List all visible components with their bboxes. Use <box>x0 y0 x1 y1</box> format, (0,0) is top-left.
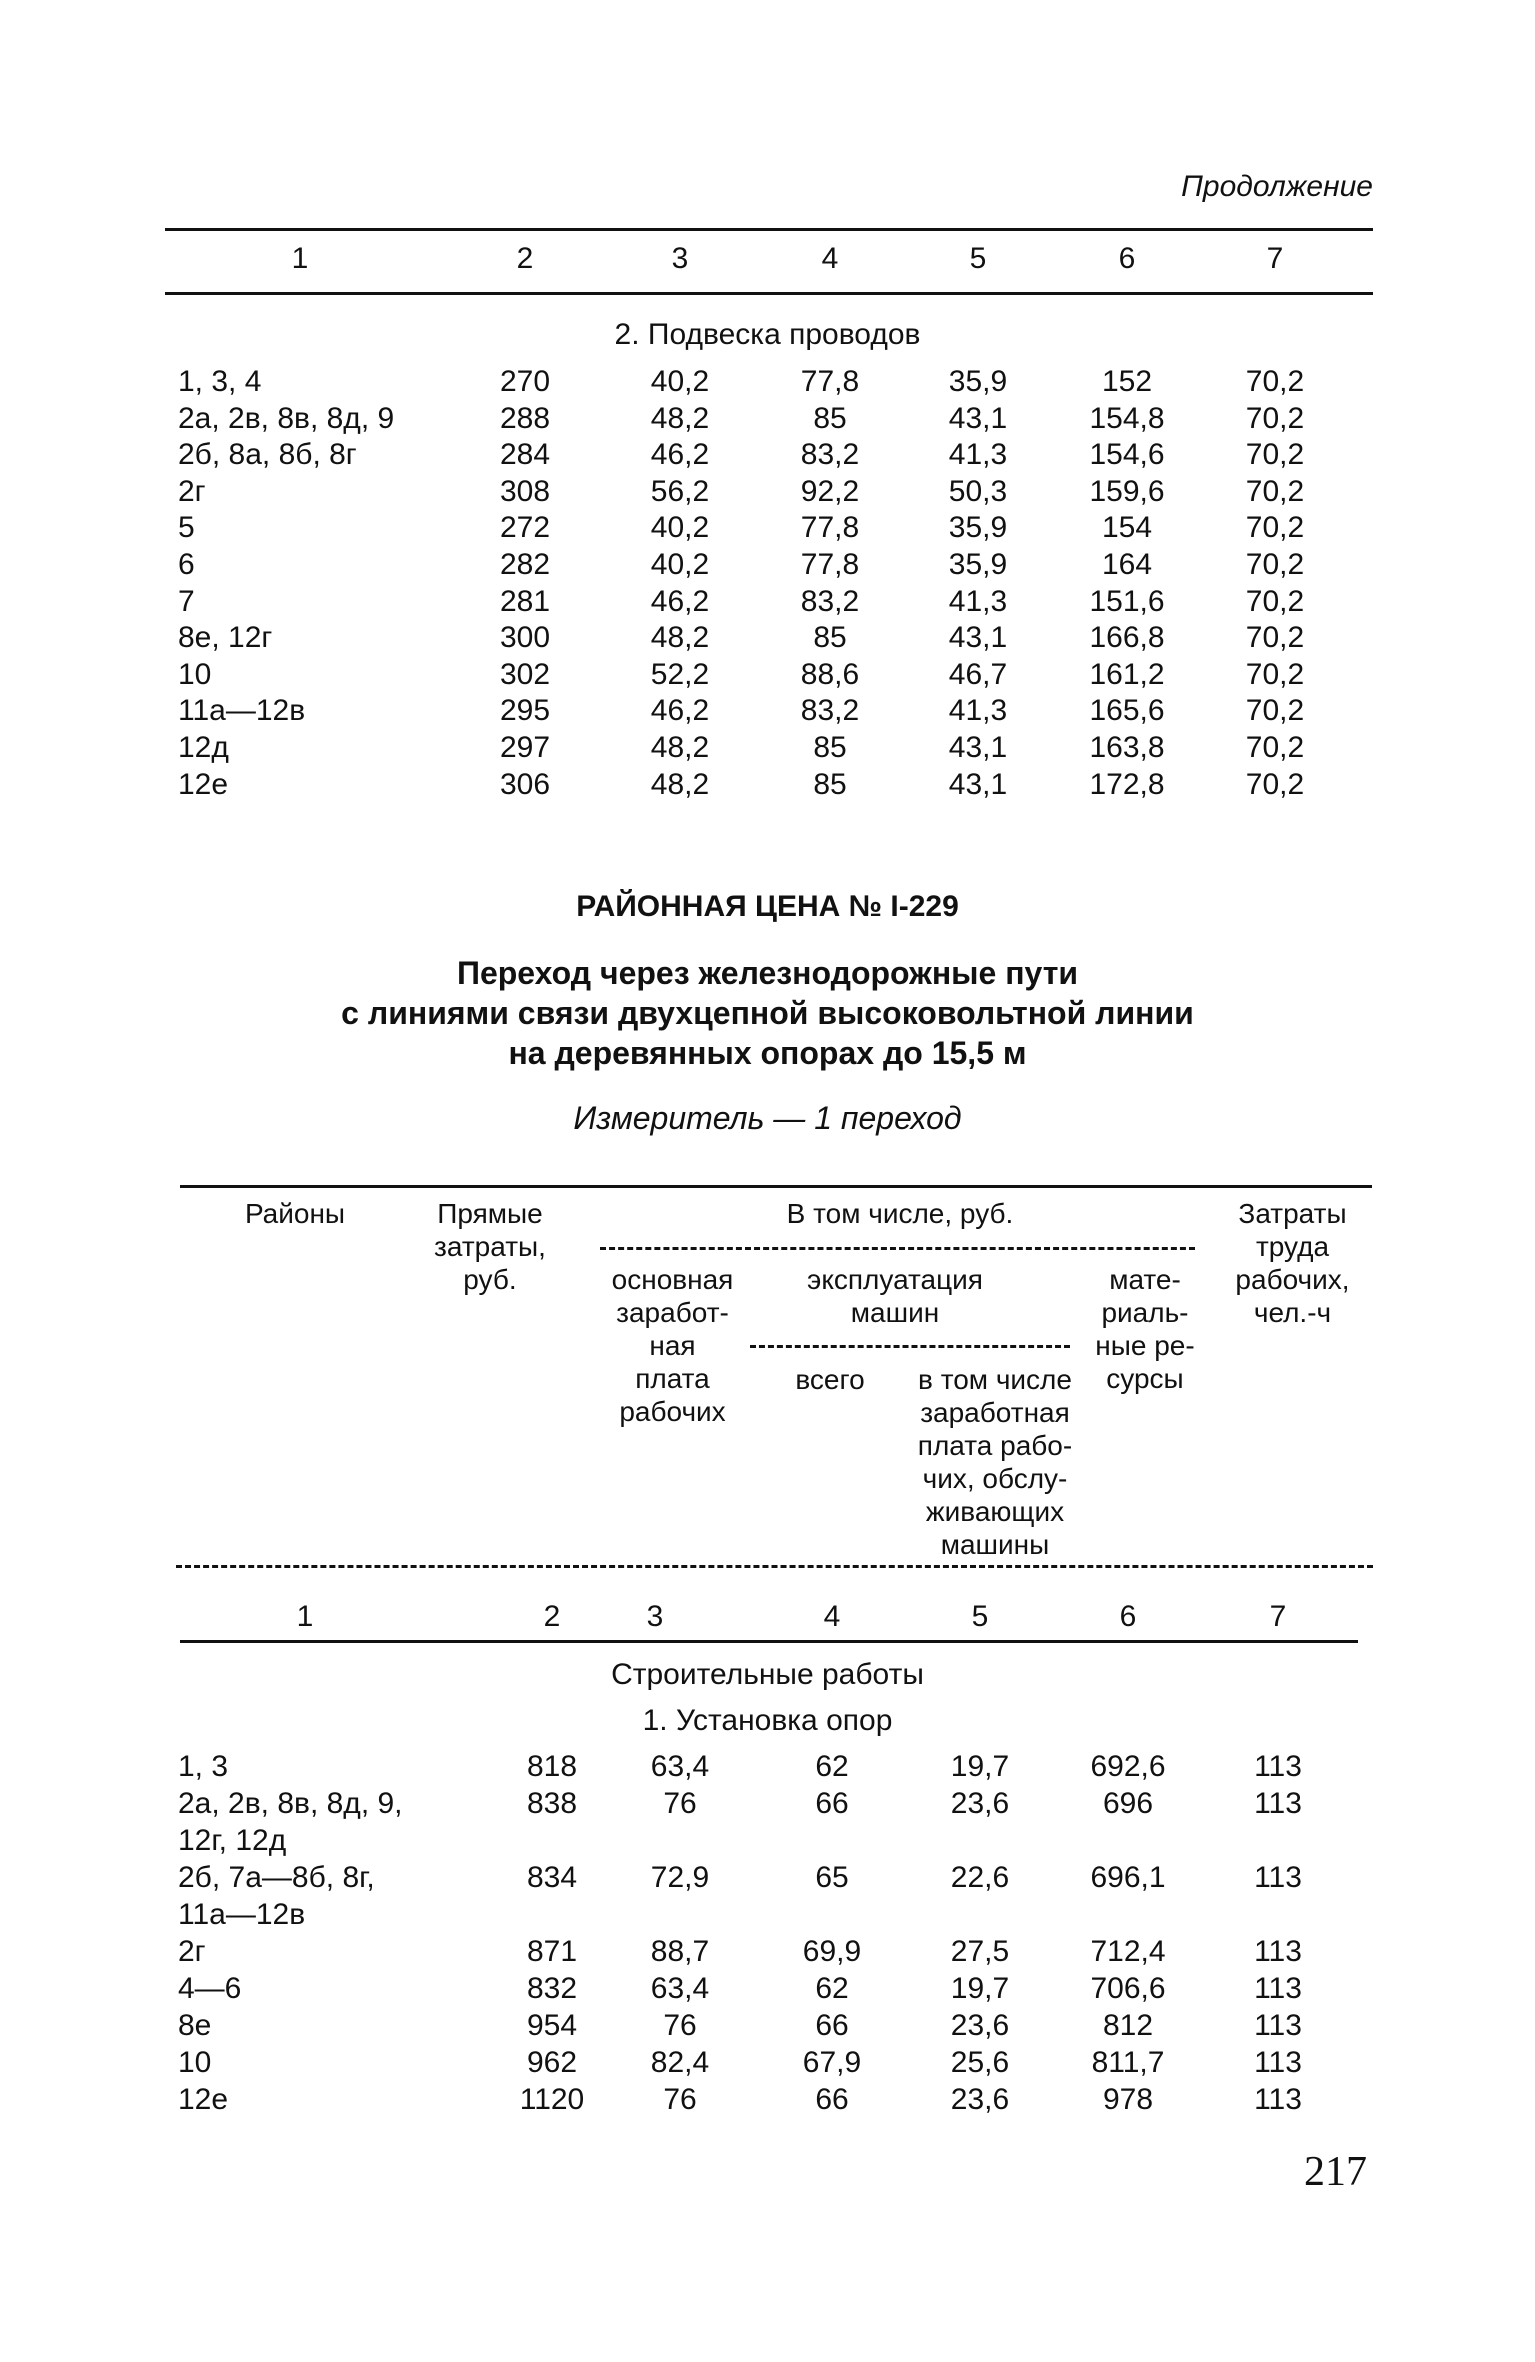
table1-row <box>0 402 1535 438</box>
table2-region: 11а—12в <box>178 1898 306 1931</box>
table1-region: 5 <box>178 511 195 545</box>
table1-cell: 300 <box>499 621 551 655</box>
table1-cell: 46,2 <box>650 694 710 728</box>
table1-cell: 70,2 <box>1245 401 1305 435</box>
table2-col-number: 7 <box>1269 1600 1287 1633</box>
table1-cell: 43,1 <box>948 621 1008 655</box>
table1-cell: 46,2 <box>650 584 710 618</box>
table1-cell: 56,2 <box>650 474 710 508</box>
table2-cell: 834 <box>526 1861 578 1894</box>
table1-row <box>0 621 1535 657</box>
table2-cell: 27,5 <box>950 1935 1010 1968</box>
header-materials-line: ные ре- <box>1095 1330 1195 1361</box>
table2-cell: 76 <box>663 1787 697 1820</box>
table1-cell: 308 <box>499 474 551 508</box>
table2-row <box>0 1861 1535 1935</box>
table1-region: 1, 3, 4 <box>178 365 262 398</box>
table1-row <box>0 365 1535 401</box>
price-heading: РАЙОННАЯ ЦЕНА № І-229 <box>576 890 959 923</box>
table1-cell: 85 <box>813 401 847 435</box>
header-labor-costs <box>1205 1197 1380 1329</box>
header-machine-operation-line: эксплуатация <box>807 1264 983 1295</box>
table1-cell: 154,6 <box>1089 438 1165 472</box>
header-machines-rule <box>750 1345 1070 1348</box>
header-base-wage-line: рабочих <box>619 1396 726 1427</box>
header-labor-costs-line: чел.-ч <box>1253 1297 1332 1328</box>
table2-top-rule <box>180 1185 1372 1188</box>
table1-cell: 282 <box>499 548 551 581</box>
table2-section-sub: 1. Установка опор <box>642 1704 893 1737</box>
table1-region: 11а—12в <box>178 694 306 728</box>
table1-cell: 161,2 <box>1089 657 1165 691</box>
header-labor-costs-line: труда <box>1255 1231 1330 1262</box>
table1-cell: 70,2 <box>1245 694 1305 728</box>
table1-col-number: 1 <box>291 242 309 275</box>
table1-cell: 46,2 <box>650 438 710 472</box>
table2-cell: 978 <box>1102 2083 1154 2116</box>
table1-cell: 306 <box>499 767 551 801</box>
table2-cell: 113 <box>1254 2046 1302 2079</box>
header-labor-costs-line: Затраты <box>1238 1198 1347 1229</box>
table1-top-rule <box>165 228 1373 231</box>
table1-cell: 41,3 <box>948 438 1008 472</box>
table2-cell: 23,6 <box>950 2009 1010 2042</box>
table2-cell: 871 <box>526 1935 578 1968</box>
table1-cell: 284 <box>499 438 551 472</box>
table1-row <box>0 548 1535 584</box>
table2-region: 8е <box>178 2009 212 2042</box>
table1-cell: 48,2 <box>650 401 710 435</box>
table1-col-number: 6 <box>1118 242 1136 275</box>
table2-row <box>0 2009 1535 2046</box>
table1-row <box>0 694 1535 730</box>
table1-cell: 85 <box>813 731 847 764</box>
table1-cell: 46,7 <box>948 657 1008 691</box>
table2-cell: 113 <box>1254 1935 1302 1968</box>
table2-region: 1, 3 <box>178 1750 229 1783</box>
title-line-3: на деревянных опорах до 15,5 м <box>508 1035 1027 1071</box>
table2-cell: 63,4 <box>650 1750 710 1783</box>
table2-cell: 66 <box>815 2009 849 2042</box>
table2-cell: 1120 <box>519 2083 585 2116</box>
table2-col-number: 5 <box>971 1600 989 1633</box>
table1-row <box>0 438 1535 474</box>
table1-cell: 159,6 <box>1089 474 1165 508</box>
table2-cell: 69,9 <box>802 1935 862 1968</box>
page-number: 217 <box>1304 2149 1367 2195</box>
table2-cell: 838 <box>526 1787 578 1820</box>
table1-cell: 77,8 <box>800 548 860 581</box>
table1-col-number: 3 <box>671 242 689 275</box>
table1-cell: 70,2 <box>1245 474 1305 508</box>
header-base-wage <box>585 1263 760 1428</box>
table2-cell: 19,7 <box>950 1750 1010 1783</box>
table1-cell: 92,2 <box>800 474 860 508</box>
table1-cell: 83,2 <box>800 584 860 618</box>
table1-cell: 297 <box>499 731 551 764</box>
table1-region: 2а, 2в, 8в, 8д, 9 <box>178 401 395 435</box>
table1-region: 12е <box>178 767 229 801</box>
table1-cell: 164 <box>1101 548 1153 581</box>
table1-cell: 40,2 <box>650 365 710 398</box>
header-machines-wage-line: заработная <box>920 1397 1070 1428</box>
table2-col-number: 2 <box>543 1600 561 1633</box>
table1-cell: 163,8 <box>1089 731 1165 764</box>
table1-region: 2б, 8а, 8б, 8г <box>178 438 357 472</box>
table2-cell: 72,9 <box>650 1861 710 1894</box>
table1-cell: 151,6 <box>1089 584 1165 618</box>
header-base-wage-line: основная <box>611 1264 734 1295</box>
table2-region: 2б, 7а—8б, 8г, <box>178 1861 375 1894</box>
table2-region: 10 <box>178 2046 212 2079</box>
table2-cell: 62 <box>815 1972 849 2005</box>
table2-cell: 76 <box>663 2083 697 2116</box>
table1-cell: 85 <box>813 621 847 655</box>
table1-row <box>0 475 1535 511</box>
continuation-label: Продолжение <box>1181 170 1373 203</box>
table1-cell: 70,2 <box>1245 365 1305 398</box>
table1-row <box>0 585 1535 621</box>
table1-region: 2г <box>178 474 206 508</box>
table1-cell: 165,6 <box>1089 694 1165 728</box>
table1-col-number: 5 <box>969 242 987 275</box>
table1-cell: 83,2 <box>800 694 860 728</box>
table2-cell: 818 <box>526 1750 578 1783</box>
table1-cell: 288 <box>499 401 551 435</box>
table1-cell: 88,6 <box>800 657 860 691</box>
header-machine-operation-line: машин <box>850 1297 940 1328</box>
table1-cell: 70,2 <box>1245 438 1305 472</box>
table1-cell: 48,2 <box>650 767 710 801</box>
table1-cell: 43,1 <box>948 401 1008 435</box>
table1-cell: 154 <box>1101 511 1153 545</box>
table2-cell: 113 <box>1254 2083 1302 2116</box>
header-including-rule <box>600 1247 1195 1250</box>
table1-cell: 43,1 <box>948 767 1008 801</box>
table2-cell: 23,6 <box>950 1787 1010 1820</box>
table1-section-title: 2. Подвеска проводов <box>614 318 921 351</box>
header-materials-line: сурсы <box>1106 1363 1184 1394</box>
table2-row <box>0 1750 1535 1787</box>
header-direct-costs-line: затраты, <box>434 1231 546 1262</box>
table2-cell: 25,6 <box>950 2046 1010 2079</box>
table2-cell: 23,6 <box>950 2083 1010 2116</box>
header-base-wage-line: заработ- <box>616 1297 729 1328</box>
table2-cell: 67,9 <box>802 2046 862 2079</box>
header-machines-wage <box>895 1363 1095 1561</box>
header-machines-total-line: всего <box>795 1364 865 1395</box>
table1-row <box>0 658 1535 694</box>
table2-cell: 696,1 <box>1090 1861 1166 1894</box>
table1-cell: 272 <box>499 511 551 545</box>
table2-region: 2г <box>178 1935 206 1968</box>
measure-unit: Измеритель — 1 переход <box>573 1100 962 1136</box>
table1-cell: 295 <box>499 694 551 728</box>
table1-cell: 70,2 <box>1245 767 1305 801</box>
table1-cell: 83,2 <box>800 438 860 472</box>
table1-row <box>0 731 1535 767</box>
table1-region: 6 <box>178 548 195 581</box>
table1-col-number: 4 <box>821 242 839 275</box>
table2-cell: 19,7 <box>950 1972 1010 2005</box>
table1-cell: 35,9 <box>948 511 1008 545</box>
table1-region: 7 <box>178 584 195 618</box>
header-regions <box>205 1197 385 1230</box>
header-base-wage-line: плата <box>635 1363 710 1394</box>
header-materials <box>1085 1263 1205 1395</box>
table1-cell: 70,2 <box>1245 548 1305 581</box>
header-machines-wage-line: чих, обслу- <box>922 1463 1068 1494</box>
table1-cell: 50,3 <box>948 474 1008 508</box>
table2-col-number: 1 <box>296 1600 314 1633</box>
header-machines-wage-line: живающих <box>925 1496 1065 1527</box>
table1-cell: 48,2 <box>650 731 710 764</box>
table2-cell: 66 <box>815 1787 849 1820</box>
table1-cell: 70,2 <box>1245 657 1305 691</box>
header-materials-line: мате- <box>1109 1264 1181 1295</box>
table2-region: 12г, 12д <box>178 1824 287 1857</box>
header-machine-operation <box>760 1263 1030 1329</box>
header-direct-costs <box>420 1197 560 1296</box>
table1-cell: 40,2 <box>650 548 710 581</box>
table2-row <box>0 1787 1535 1861</box>
table2-cell: 113 <box>1254 1750 1302 1783</box>
table1-cell: 172,8 <box>1089 767 1165 801</box>
table2-cell: 954 <box>526 2009 578 2042</box>
title-line-2: с линиями связи двухцепной высоковольтной линии <box>341 995 1194 1031</box>
table1-region: 10 <box>178 657 212 691</box>
table2-section-main: Строительные работы <box>611 1658 924 1691</box>
table2-row <box>0 2083 1535 2120</box>
table1-cell: 35,9 <box>948 548 1008 581</box>
table1-header-rule <box>165 292 1373 295</box>
table2-row <box>0 1935 1535 1972</box>
header-direct-costs-line: Прямые <box>437 1198 543 1229</box>
header-including <box>700 1197 1100 1230</box>
table2-cell: 706,6 <box>1090 1972 1166 2005</box>
table2-cell: 65 <box>815 1861 849 1894</box>
table1-region: 8е, 12г <box>178 621 273 655</box>
table1-cell: 70,2 <box>1245 731 1305 764</box>
table1-cell: 43,1 <box>948 731 1008 764</box>
table1-cell: 281 <box>499 584 551 618</box>
table1-cell: 70,2 <box>1245 621 1305 655</box>
table1-cell: 152 <box>1101 365 1153 398</box>
header-direct-costs-line: руб. <box>463 1264 517 1295</box>
table1-cell: 154,8 <box>1089 401 1165 435</box>
table2-col-number: 4 <box>823 1600 841 1633</box>
table1-col-number: 7 <box>1266 242 1284 275</box>
header-machines-wage-line: машины <box>940 1529 1050 1560</box>
table2-region: 2а, 2в, 8в, 8д, 9, <box>178 1787 403 1820</box>
table2-cell: 113 <box>1254 1972 1302 2005</box>
table2-cell: 113 <box>1254 2009 1302 2042</box>
table2-region: 4—6 <box>178 1972 242 2005</box>
header-machines-total <box>760 1363 900 1396</box>
table1-cell: 270 <box>499 365 551 398</box>
table1-cell: 302 <box>499 657 551 691</box>
table1-cell: 70,2 <box>1245 584 1305 618</box>
table2-cell: 712,4 <box>1090 1935 1166 1968</box>
table1-row <box>0 768 1535 804</box>
header-regions-line: Районы <box>244 1198 346 1229</box>
table1-cell: 41,3 <box>948 584 1008 618</box>
table1-cell: 48,2 <box>650 621 710 655</box>
table2-col-number: 3 <box>646 1600 664 1633</box>
table2-cell: 811,7 <box>1091 2046 1165 2079</box>
table1-row <box>0 511 1535 547</box>
table1-cell: 85 <box>813 767 847 801</box>
table1-cell: 77,8 <box>800 511 860 545</box>
table1-cell: 166,8 <box>1089 621 1165 655</box>
header-materials-line: риаль- <box>1101 1297 1189 1328</box>
table1-cell: 77,8 <box>800 365 860 398</box>
table2-row <box>0 2046 1535 2083</box>
table2-cell: 82,4 <box>650 2046 710 2079</box>
header-machines-wage-line: плата рабо- <box>917 1430 1073 1461</box>
table2-col-number: 6 <box>1119 1600 1137 1633</box>
table2-row <box>0 1972 1535 2009</box>
title-line-1: Переход через железнодорожные пути <box>456 955 1079 991</box>
header-labor-costs-line: рабочих, <box>1235 1264 1350 1295</box>
table1-cell: 35,9 <box>948 365 1008 398</box>
header-machines-wage-line: в том числе <box>918 1364 1072 1395</box>
table2-cell: 63,4 <box>650 1972 710 2005</box>
table2-cell: 66 <box>815 2083 849 2116</box>
table2-cell: 696 <box>1102 1787 1154 1820</box>
table2-cell: 113 <box>1254 1787 1302 1820</box>
table1-cell: 41,3 <box>948 694 1008 728</box>
table2-region: 12е <box>178 2083 229 2116</box>
header-base-wage-line: ная <box>649 1330 696 1361</box>
table2-cell: 88,7 <box>650 1935 710 1968</box>
table1-region: 12д <box>178 731 229 764</box>
table2-colnum-rule <box>180 1640 1358 1643</box>
table2-cell: 22,6 <box>950 1861 1010 1894</box>
table1-cell: 40,2 <box>650 511 710 545</box>
table2-cell: 692,6 <box>1090 1750 1166 1783</box>
table2-cell: 832 <box>526 1972 578 2005</box>
table2-header-bottom-rule <box>176 1565 1373 1568</box>
header-including-line: В том числе, руб. <box>786 1198 1014 1229</box>
table2-cell: 962 <box>526 2046 578 2079</box>
table1-cell: 70,2 <box>1245 511 1305 545</box>
table2-cell: 113 <box>1254 1861 1302 1894</box>
table2-cell: 76 <box>663 2009 697 2042</box>
table1-col-number: 2 <box>516 242 534 275</box>
table2-cell: 812 <box>1102 2009 1154 2042</box>
table1-cell: 52,2 <box>650 657 710 691</box>
table2-cell: 62 <box>815 1750 849 1783</box>
